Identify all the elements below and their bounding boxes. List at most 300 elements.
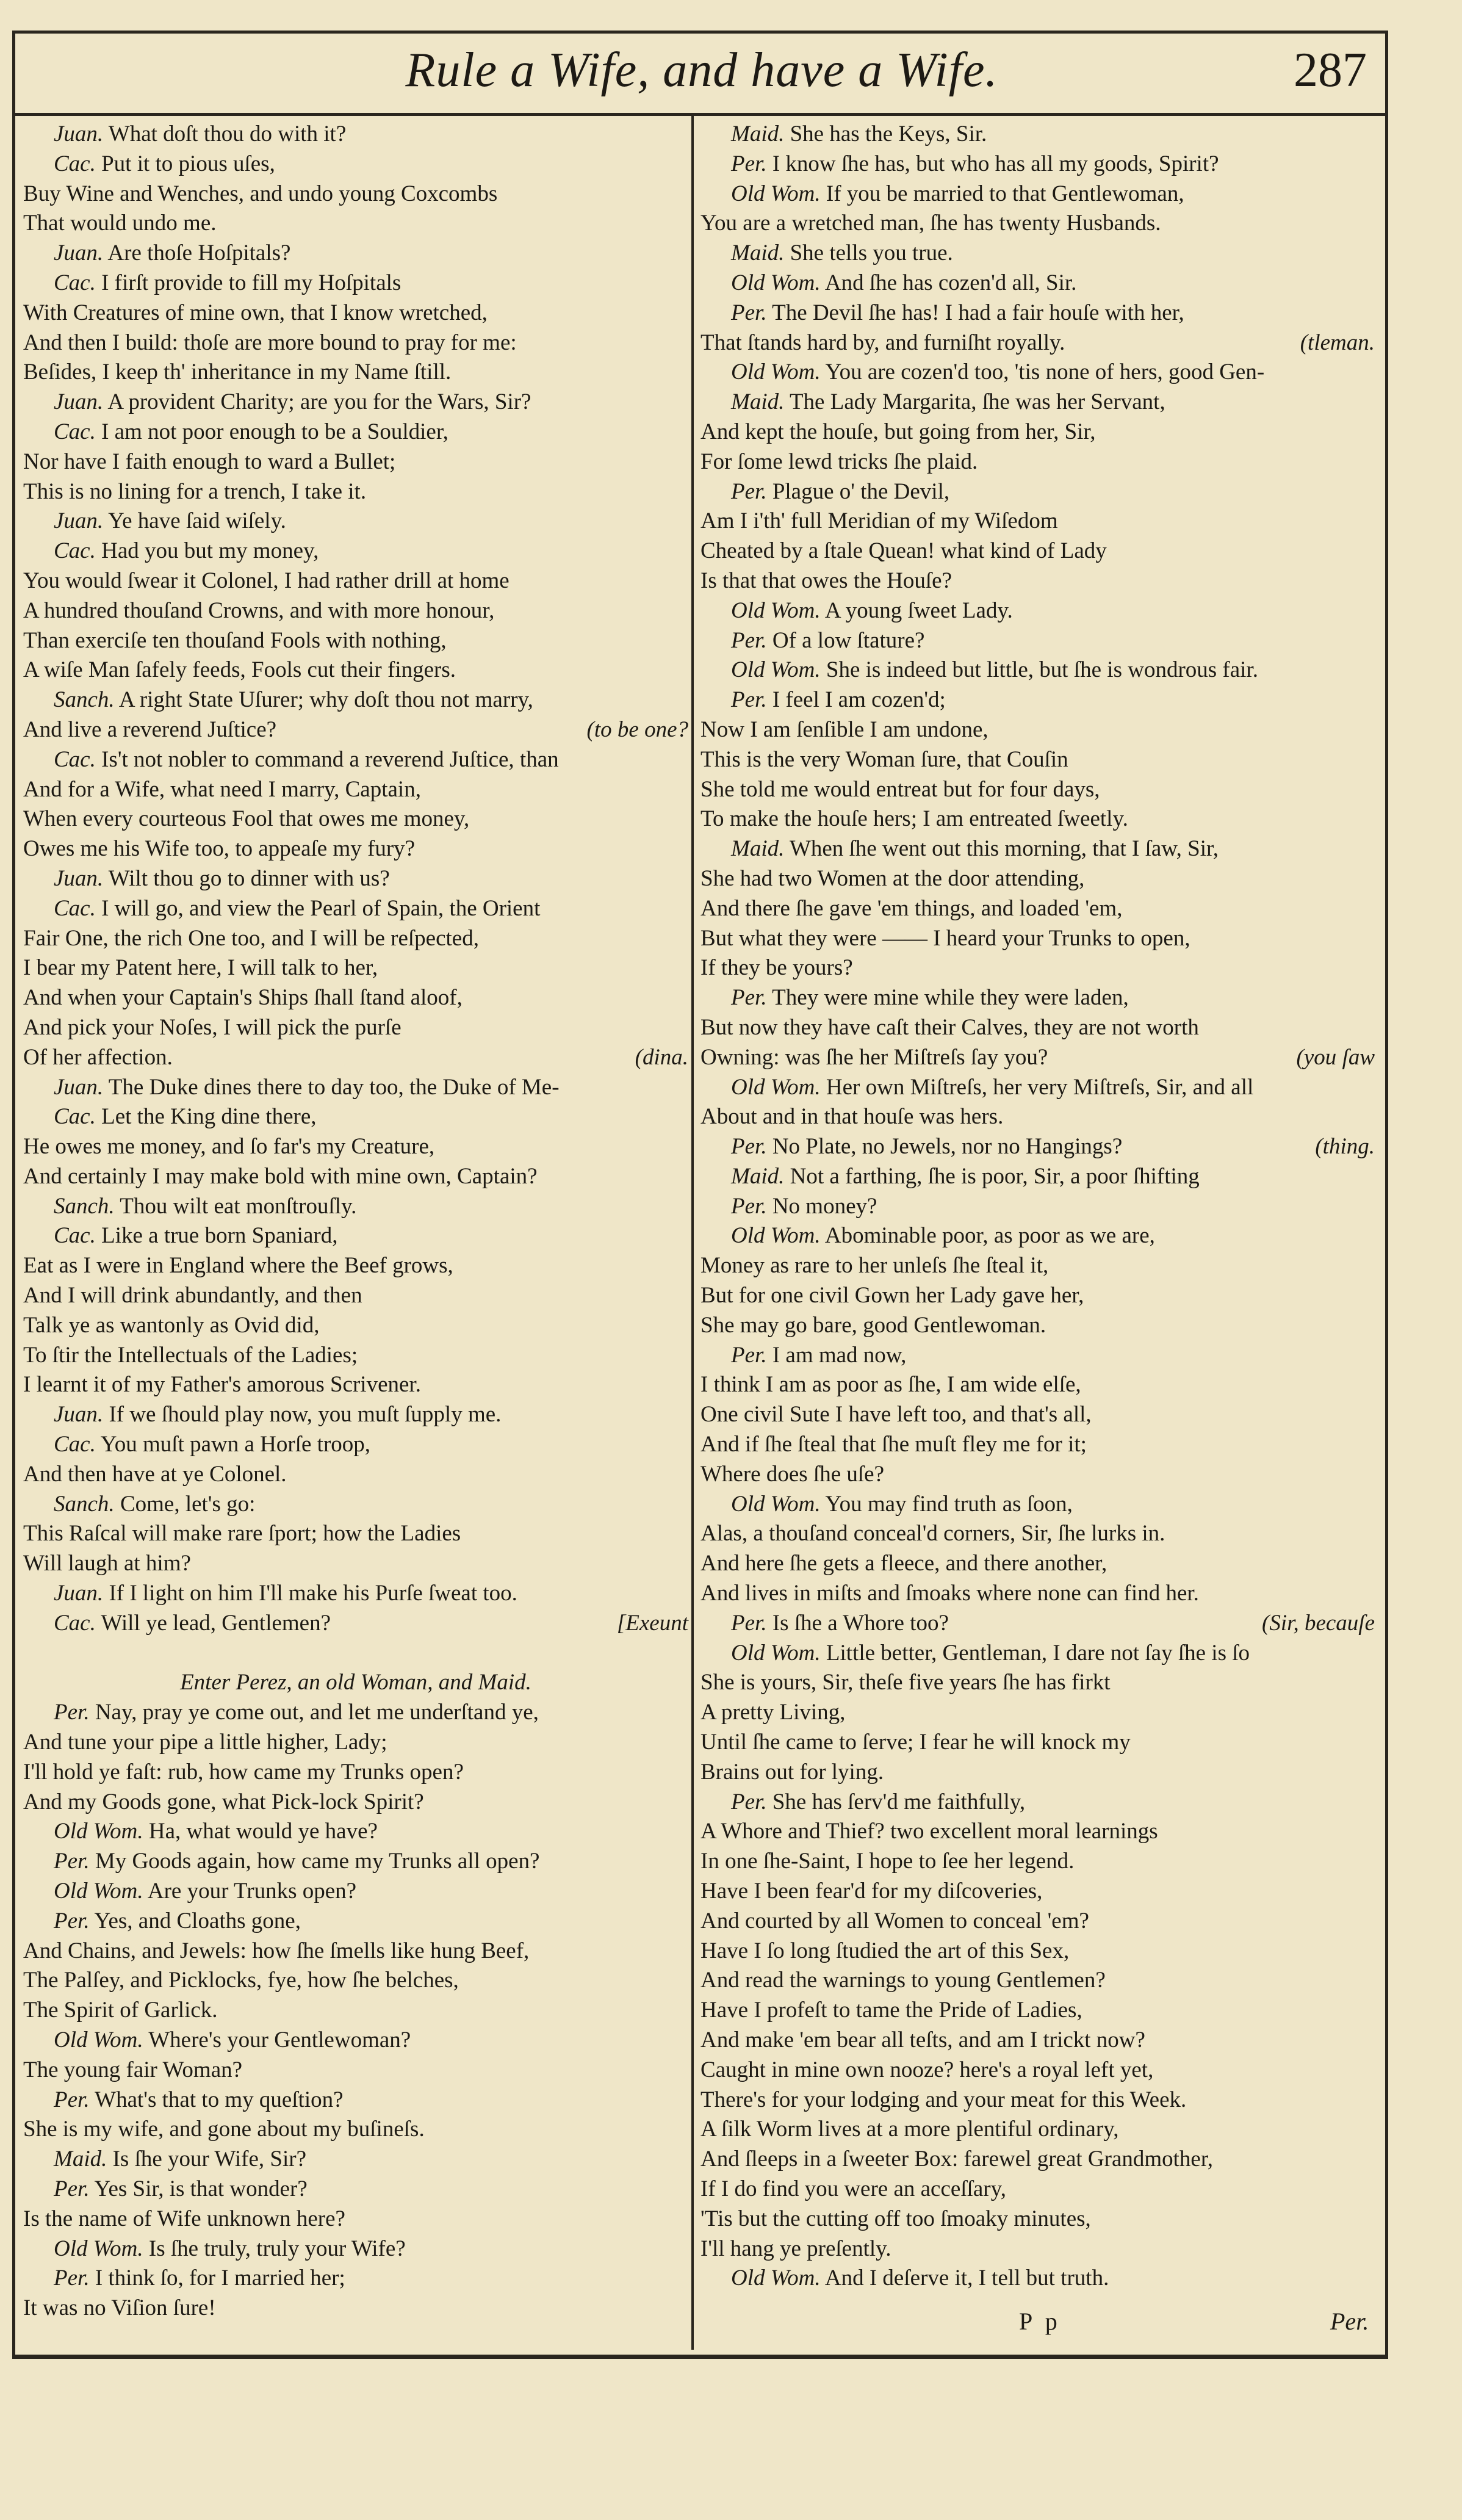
text-line	[700, 1668, 1375, 1698]
dialogue-text: The young fair Woman?	[23, 2057, 243, 2082]
text-line	[700, 864, 1375, 894]
text-line	[23, 536, 688, 566]
text-line	[700, 655, 1375, 685]
dialogue-text: I feel I am cozen'd;	[772, 687, 946, 713]
dialogue-text: Yes, and Cloaths gone,	[94, 1908, 301, 1933]
speaker-name: Old Wom.	[731, 1491, 821, 1517]
dialogue-text: Caught in mine own nooze? here's a royal left yet,	[700, 2057, 1154, 2082]
dialogue-text: The Devil ſhe has! I had a fair houſe with her,	[772, 300, 1184, 325]
dialogue-text: What doſt thou do with it?	[108, 121, 347, 146]
dialogue-text: And pick your Noſes, I will pick the purſe	[23, 1014, 402, 1040]
speaker-name: Juan.	[54, 389, 104, 415]
speaker-name: Old Wom.	[731, 1074, 821, 1100]
dialogue-text: No Plate, no Jewels, nor no Hangings?	[772, 1134, 1123, 1160]
dialogue-text: Where's your Gentlewoman?	[148, 2027, 411, 2052]
text-line	[700, 2145, 1375, 2175]
dialogue-text: I am not poor enough to be a Souldier,	[101, 419, 448, 444]
dialogue-text: Alas, a thouſand conceal'd corners, Sir, ſhe lurks in.	[700, 1521, 1165, 1547]
dialogue-text: She had two Women at the door attending,	[700, 865, 1085, 891]
dialogue-text: Nor have I faith enough to ward a Bullet;	[23, 449, 396, 474]
speaker-name: Per.	[54, 2265, 90, 2291]
stage-direction: Enter Perez, an old Woman, and Maid.	[180, 1670, 531, 1695]
text-line	[700, 1043, 1375, 1073]
speaker-name: Sanch.	[54, 1491, 115, 1517]
dialogue-text: And if ſhe ſteal that ſhe muſt fley me for it;	[700, 1432, 1087, 1457]
dialogue-text: And my Goods gone, what Pick-lock Spirit?	[23, 1789, 424, 1814]
speaker-name: Old Wom.	[731, 270, 821, 295]
text-line	[23, 1132, 688, 1162]
text-line	[700, 924, 1375, 954]
speaker-name: Old Wom.	[731, 2265, 821, 2291]
speaker-name: Cac.	[54, 1223, 96, 1249]
text-line	[700, 1817, 1375, 1847]
text-line	[23, 477, 688, 507]
text-line	[23, 1043, 688, 1073]
dialogue-text: Talk ye as wantonly as Ovid did,	[23, 1312, 320, 1338]
dialogue-text: I firſt provide to fill my Hoſpitals	[101, 270, 402, 295]
speaker-name: Per.	[54, 1700, 90, 1725]
text-line	[700, 1281, 1375, 1311]
dialogue-text: You would ſwear it Colonel, I had rather drill at home	[23, 568, 510, 593]
speaker-name: Juan.	[54, 508, 104, 534]
text-line	[23, 1758, 688, 1788]
text-line	[700, 1758, 1375, 1788]
dialogue-text: To ſtir the Intellectuals of the Ladies;	[23, 1342, 358, 1368]
text-line	[23, 179, 688, 209]
text-line	[23, 1370, 688, 1400]
text-line	[23, 1996, 688, 2026]
speaker-name: Cac.	[54, 538, 96, 564]
dialogue-text: But what they were —— I heard your Trunks to open,	[700, 925, 1190, 951]
text-line	[700, 953, 1375, 983]
speaker-name: Sanch.	[54, 687, 115, 713]
text-line	[700, 477, 1375, 507]
text-line	[23, 1966, 688, 1996]
dialogue-text: Come, let's go:	[120, 1491, 256, 1517]
dialogue-text: Like a true born Spaniard,	[101, 1223, 338, 1249]
dialogue-text: A ſilk Worm lives at a more plentiful ordinary,	[700, 2117, 1119, 2142]
text-line	[23, 1102, 688, 1132]
speaker-name: Per.	[54, 1849, 90, 1874]
dialogue-text: Owning: was ſhe her Miſtreſs ſay you?	[700, 1044, 1048, 1070]
speaker-name: Per.	[731, 1610, 767, 1636]
text-line	[23, 120, 688, 150]
text-line	[700, 1341, 1375, 1371]
text-line	[23, 1311, 688, 1341]
text-line	[23, 1549, 688, 1579]
text-line	[23, 2056, 688, 2085]
text-line	[23, 2264, 688, 2294]
dialogue-text: And ſleeps in a ſweeter Box: farewel great Grandmother,	[700, 2146, 1213, 2172]
text-line	[700, 536, 1375, 566]
text-line	[700, 1519, 1375, 1549]
text-line	[700, 1162, 1375, 1192]
dialogue-text: Wilt thou go to dinner with us?	[108, 865, 390, 891]
line-turnover: [Exeunt	[616, 1610, 688, 1636]
dialogue-text: This is the very Woman ſure, that Couſin	[700, 746, 1068, 772]
speaker-name: Per.	[54, 2176, 90, 2201]
column-divider	[691, 116, 694, 2350]
text-line	[700, 804, 1375, 834]
text-line	[700, 2204, 1375, 2234]
running-title: Rule a Wife, and have a Wife.	[405, 43, 998, 97]
dialogue-text: That would undo me.	[23, 211, 217, 236]
left-text-column	[23, 120, 688, 2323]
text-line	[700, 894, 1375, 924]
text-line	[23, 358, 688, 388]
text-line	[700, 2175, 1375, 2204]
dialogue-text: She is yours, Sir, theſe five years ſhe has firkt	[700, 1670, 1111, 1695]
dialogue-text: Money as rare to her unleſs ſhe ſteal it,	[700, 1253, 1049, 1279]
text-line	[700, 298, 1375, 328]
text-line	[700, 1221, 1375, 1251]
text-line	[23, 417, 688, 447]
speaker-name: Cac.	[54, 746, 96, 772]
dialogue-text: Of her affection.	[23, 1044, 173, 1070]
dialogue-text: And I will drink abundantly, and then	[23, 1283, 362, 1309]
text-line	[23, 1460, 688, 1490]
speaker-name: Old Wom.	[54, 1819, 143, 1844]
dialogue-text: I think I am as poor as ſhe, I am wide elſe,	[700, 1372, 1081, 1398]
speaker-name: Maid.	[731, 1163, 785, 1189]
speaker-name: Old Wom.	[54, 2236, 143, 2261]
speaker-name: Per.	[731, 985, 767, 1011]
text-line	[700, 745, 1375, 775]
speaker-name: Old Wom.	[731, 359, 821, 385]
dialogue-text: A provident Charity; are you for the Wars, Sir?	[107, 389, 531, 415]
text-line	[23, 924, 688, 954]
text-line	[700, 1579, 1375, 1609]
text-line	[23, 2115, 688, 2145]
text-line	[700, 1639, 1375, 1669]
speaker-name: Old Wom.	[731, 181, 821, 206]
dialogue-text: A pretty Living,	[700, 1700, 846, 1725]
text-line	[700, 2234, 1375, 2264]
text-line	[700, 1907, 1375, 1937]
dialogue-text: She told me would entreat but for four days,	[700, 776, 1100, 802]
text-line	[23, 328, 688, 358]
catchword: Per.	[1330, 2308, 1369, 2335]
text-line	[23, 1579, 688, 1609]
text-line	[700, 1132, 1375, 1162]
speaker-name: Maid.	[731, 836, 785, 862]
text-line	[700, 1102, 1375, 1132]
text-line	[23, 2085, 688, 2115]
text-line	[700, 120, 1375, 150]
text-line	[23, 745, 688, 775]
text-line	[700, 1877, 1375, 1907]
text-line	[23, 983, 688, 1013]
text-line	[700, 715, 1375, 745]
text-line	[23, 447, 688, 477]
speaker-name: Maid.	[731, 240, 785, 266]
text-line	[700, 1937, 1375, 1966]
dialogue-text: I know ſhe has, but who has all my goods, Spirit?	[772, 151, 1219, 176]
dialogue-text: She has the Keys, Sir.	[790, 121, 987, 146]
speaker-name: Per.	[54, 2087, 90, 2112]
text-line	[700, 388, 1375, 417]
speaker-name: Cac.	[54, 895, 96, 921]
dialogue-text: With Creatures of mine own, that I know wretched,	[23, 300, 488, 325]
dialogue-text: Of a low ſtature?	[772, 627, 925, 653]
speaker-name: Maid.	[731, 121, 785, 146]
text-line	[700, 1430, 1375, 1460]
dialogue-text: And certainly I may make bold with mine own, Captain?	[23, 1163, 538, 1189]
speaker-name: Juan.	[54, 1581, 104, 1606]
dialogue-text: A right State Uſurer; why doſt thou not marry,	[118, 687, 533, 713]
speaker-name: Old Wom.	[54, 2027, 143, 2052]
dialogue-text: But now they have caſt their Calves, they are not worth	[700, 1014, 1199, 1040]
text-line	[700, 150, 1375, 179]
dialogue-text: That ſtands hard by, and furniſht royally.	[700, 330, 1065, 355]
speaker-name: Per.	[731, 627, 767, 653]
page-number: 287	[1294, 43, 1367, 97]
speaker-name: Per.	[731, 478, 767, 504]
text-line	[700, 1013, 1375, 1043]
text-line	[23, 298, 688, 328]
speaker-name: Per.	[731, 1342, 767, 1368]
dialogue-text: In one ſhe-Saint, I hope to ſee her legend.	[700, 1849, 1075, 1874]
line-turnover: (dina.	[635, 1044, 688, 1070]
text-line	[23, 1073, 688, 1103]
text-line	[23, 715, 688, 745]
text-line	[23, 864, 688, 894]
speaker-name: Cac.	[54, 1104, 96, 1130]
text-line	[23, 1519, 688, 1549]
dialogue-text: Is't not nobler to command a reverend Juſtice, than	[101, 746, 559, 772]
text-line	[700, 2115, 1375, 2145]
dialogue-text: When every courteous Fool that owes me money,	[23, 806, 470, 832]
text-line	[700, 2056, 1375, 2085]
text-line	[23, 1698, 688, 1728]
text-line	[23, 1668, 688, 1698]
dialogue-text: Brains out for lying.	[700, 1759, 884, 1785]
dialogue-text: And then have at ye Colonel.	[23, 1461, 287, 1487]
text-line	[700, 209, 1375, 239]
dialogue-text: Eat as I were in England where the Beef grows,	[23, 1253, 453, 1279]
dialogue-text: And make 'em bear all teſts, and am I trickt now?	[700, 2027, 1145, 2052]
text-line	[700, 1311, 1375, 1341]
text-line	[23, 655, 688, 685]
text-line	[23, 1609, 688, 1639]
text-line	[700, 447, 1375, 477]
dialogue-text: Will laugh at him?	[23, 1551, 191, 1576]
dialogue-text: Until ſhe came to ſerve; I fear he will knock my	[700, 1730, 1131, 1755]
text-line	[23, 1847, 688, 1877]
text-line	[23, 1341, 688, 1371]
dialogue-text: Fair One, the rich One too, and I will be reſpected,	[23, 925, 479, 951]
text-line	[23, 1281, 688, 1311]
dialogue-text: Owes me his Wife too, to appeaſe my fury?	[23, 836, 416, 862]
dialogue-text: A young ſweet Lady.	[824, 598, 1013, 623]
text-line	[23, 150, 688, 179]
dialogue-text: And read the warnings to young Gentlemen?	[700, 1968, 1106, 1993]
dialogue-text: She has ſerv'd me faithfully,	[772, 1789, 1026, 1814]
dialogue-text: Have I ſo long ſtudied the art of this Sex,	[700, 1938, 1070, 1963]
dialogue-text: And Chains, and Jewels: how ſhe ſmells like hung Beef,	[23, 1938, 530, 1963]
text-line	[23, 1817, 688, 1847]
dialogue-text: Have I profeſt to tame the Pride of Ladies,	[700, 1998, 1082, 2023]
dialogue-text: And then I build: thoſe are more bound to pray for me:	[23, 330, 517, 355]
text-line	[23, 685, 688, 715]
right-text-column	[700, 120, 1375, 2294]
dialogue-text: And for a Wife, what need I marry, Captain,	[23, 776, 421, 802]
speaker-name: Per.	[731, 300, 767, 325]
dialogue-text: I am mad now,	[772, 1342, 907, 1368]
dialogue-text: Will ye lead, Gentlemen?	[101, 1610, 331, 1636]
text-line	[23, 2175, 688, 2204]
dialogue-text: And when your Captain's Ships ſhall ſtand aloof,	[23, 985, 463, 1011]
dialogue-text: Beſides, I keep th' inheritance in my Name ſtill.	[23, 359, 452, 385]
text-line	[23, 834, 688, 864]
speaker-name: Juan.	[54, 1074, 104, 1100]
text-line	[23, 2145, 688, 2175]
text-line	[23, 209, 688, 239]
dialogue-text: And there ſhe gave 'em things, and loaded 'em,	[700, 895, 1123, 921]
text-line	[23, 1221, 688, 1251]
text-line	[700, 417, 1375, 447]
dialogue-text: And tune your pipe a little higher, Lady;	[23, 1730, 387, 1755]
dialogue-text: And ſhe has cozen'd all, Sir.	[824, 270, 1077, 295]
dialogue-text: She is my wife, and gone about my buſineſs.	[23, 2117, 425, 2142]
speaker-name: Per.	[731, 1193, 767, 1219]
dialogue-text: 'Tis but the cutting off too ſmoaky minutes,	[700, 2206, 1091, 2231]
line-turnover: (thing.	[1315, 1134, 1375, 1160]
bottom-rule	[12, 2355, 1388, 2358]
text-line	[700, 1996, 1375, 2026]
text-line	[23, 1162, 688, 1192]
text-line	[23, 269, 688, 298]
text-line	[700, 269, 1375, 298]
dialogue-text: She is indeed but little, but ſhe is wondrous fair.	[826, 657, 1258, 683]
dialogue-text: Is ſhe your Wife, Sir?	[112, 2146, 306, 2172]
speaker-name: Cac.	[54, 151, 96, 176]
text-line	[23, 2294, 688, 2323]
text-line	[23, 507, 688, 536]
dialogue-text: They were mine while they were laden,	[772, 985, 1129, 1011]
speaker-name: Cac.	[54, 270, 96, 295]
speaker-name: Per.	[731, 151, 767, 176]
dialogue-text: And courted by all Women to conceal 'em?	[700, 1908, 1089, 1933]
dialogue-text: And lives in miſts and ſmoaks where none can find her.	[700, 1581, 1199, 1606]
dialogue-text: And live a reverend Juſtice?	[23, 717, 277, 742]
text-line	[700, 596, 1375, 626]
text-line	[23, 894, 688, 924]
dialogue-text: I bear my Patent here, I will talk to her,	[23, 955, 378, 981]
dialogue-text: A hundred thouſand Crowns, and with more honour,	[23, 598, 495, 623]
line-turnover: (tleman.	[1300, 330, 1375, 355]
dialogue-text: No money?	[772, 1193, 877, 1219]
dialogue-text: Have I been fear'd for my diſcoveries,	[700, 1879, 1043, 1904]
text-line	[23, 775, 688, 805]
dialogue-text: Are thoſe Hoſpitals?	[107, 240, 291, 266]
header-rule	[12, 113, 1388, 116]
dialogue-text: Put it to pious uſes,	[101, 151, 275, 176]
text-line	[700, 1966, 1375, 1996]
dialogue-text: Is ſhe truly, truly your Wife?	[148, 2236, 406, 2261]
text-line	[23, 1639, 688, 1669]
dialogue-text: Yes Sir, is that wonder?	[94, 2176, 308, 2201]
dialogue-text: Is that that owes the Houſe?	[700, 568, 952, 593]
text-line	[700, 1460, 1375, 1490]
dialogue-text: To make the houſe hers; I am entreated ſweetly.	[700, 806, 1128, 832]
dialogue-text: This is no lining for a trench, I take it.	[23, 478, 367, 504]
text-line	[23, 239, 688, 269]
dialogue-text: And I deſerve it, I tell but truth.	[824, 2265, 1109, 2291]
dialogue-text: Not a farthing, ſhe is poor, Sir, a poor ſhifting	[790, 1163, 1200, 1189]
speaker-name: Per.	[731, 1134, 767, 1160]
speaker-name: Cac.	[54, 1610, 96, 1636]
text-line	[700, 1847, 1375, 1877]
dialogue-text: If we ſhould play now, you muſt ſupply me.	[109, 1402, 502, 1428]
dialogue-text: Ye have ſaid wiſely.	[108, 508, 286, 534]
text-line	[23, 1490, 688, 1520]
dialogue-text: Am I i'th' full Meridian of my Wiſedom	[700, 508, 1058, 534]
speaker-name: Cac.	[54, 1432, 96, 1457]
dialogue-text: This Raſcal will make rare ſport; how the Ladies	[23, 1521, 461, 1547]
text-line	[700, 1490, 1375, 1520]
dialogue-text: What's that to my queſtion?	[95, 2087, 344, 2112]
dialogue-text: Let the King dine there,	[101, 1104, 317, 1130]
line-turnover: (to be one?	[586, 717, 688, 742]
dialogue-text: Buy Wine and Wenches, and undo young Coxcombs	[23, 181, 498, 206]
dialogue-text: I will go, and view the Pearl of Spain, the Orient	[101, 895, 541, 921]
dialogue-text: If I light on him I'll make his Purſe ſweat too.	[109, 1581, 517, 1606]
dialogue-text: He owes me money, and ſo far's my Creature,	[23, 1134, 435, 1160]
dialogue-text: Now I am ſenſible I am undone,	[700, 717, 988, 742]
text-line	[700, 1609, 1375, 1639]
speaker-name: Per.	[731, 687, 767, 713]
dialogue-text: Is the name of Wife unknown here?	[23, 2206, 345, 2231]
text-line	[700, 1400, 1375, 1430]
dialogue-text: You are cozen'd too, 'tis none of hers, good Gen-	[825, 359, 1265, 385]
dialogue-text: Than exerciſe ten thouſand Fools with nothing,	[23, 627, 447, 653]
dialogue-text: One civil Sute I have left too, and that's all,	[700, 1402, 1092, 1428]
dialogue-text: You may find truth as ſoon,	[825, 1491, 1073, 1517]
dialogue-text: But for one civil Gown her Lady gave her,	[700, 1283, 1084, 1309]
dialogue-text: I'll hold ye faſt: rub, how came my Trunks open?	[23, 1759, 464, 1785]
dialogue-text: It was no Viſion ſure!	[23, 2295, 216, 2321]
dialogue-text: If you be married to that Gentlewoman,	[826, 181, 1184, 206]
dialogue-text: She may go bare, good Gentlewoman.	[700, 1312, 1046, 1338]
dialogue-text: Where does ſhe uſe?	[700, 1461, 884, 1487]
dialogue-text: Is ſhe a Whore too?	[772, 1610, 949, 1636]
text-line	[700, 626, 1375, 656]
dialogue-text: When ſhe went out this morning, that I ſaw, Sir,	[789, 836, 1219, 862]
speaker-name: Per.	[731, 1789, 767, 1814]
text-line	[700, 507, 1375, 536]
dialogue-text: You are a wretched man, ſhe has twenty Husbands.	[700, 211, 1161, 236]
text-line	[700, 1073, 1375, 1103]
dialogue-text: Nay, pray ye come out, and let me underſtand ye,	[95, 1700, 539, 1725]
dialogue-text: Little better, Gentleman, I dare not ſay ſhe is ſo	[826, 1640, 1250, 1666]
printer-signature: P p	[1019, 2308, 1061, 2335]
text-line	[23, 1400, 688, 1430]
line-turnover: (Sir, becauſe	[1262, 1610, 1375, 1636]
speaker-name: Per.	[54, 1908, 90, 1933]
dialogue-text: Had you but my money,	[101, 538, 319, 564]
text-line	[700, 834, 1375, 864]
dialogue-text: Plague o' the Devil,	[772, 478, 950, 504]
text-line	[700, 2026, 1375, 2056]
dialogue-text: If I do find you were an acceſſary,	[700, 2176, 1006, 2201]
dialogue-text: If they be yours?	[700, 955, 853, 981]
text-line	[700, 2085, 1375, 2115]
text-line	[700, 1728, 1375, 1758]
speaker-name: Juan.	[54, 1402, 104, 1428]
speaker-name: Cac.	[54, 419, 96, 444]
text-line	[23, 596, 688, 626]
